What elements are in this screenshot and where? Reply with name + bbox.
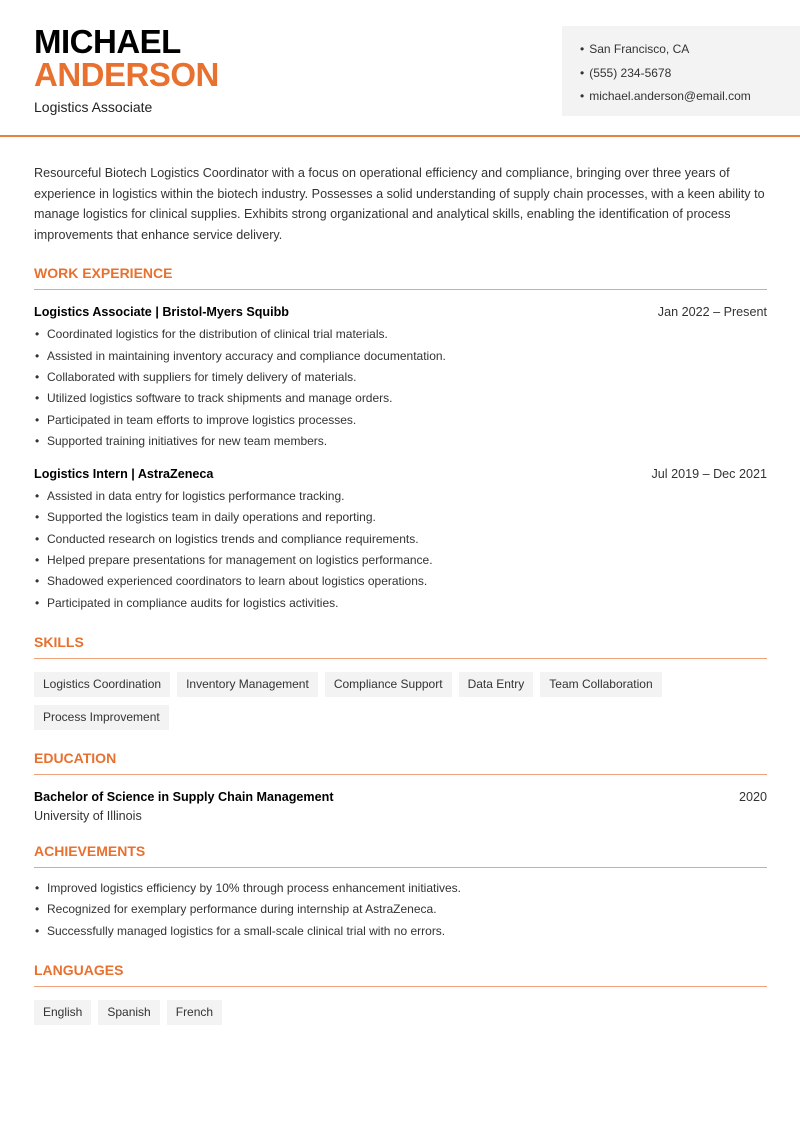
- job-bullet: • Assisted in data entry for logistics performance tracking.: [34, 486, 767, 507]
- job-bullet: • Collaborated with suppliers for timely delivery of materials.: [34, 367, 767, 388]
- job-heading: Logistics Associate | Bristol-Myers Squibb: [34, 305, 289, 320]
- section-heading-languages: LANGUAGES: [34, 962, 767, 987]
- job-bullet: • Shadowed experienced coordinators to learn about logistics operations.: [34, 571, 767, 592]
- job-dates: Jan 2022 – Present: [657, 305, 767, 320]
- job-bullets: [34, 486, 767, 614]
- job-bullet: • Coordinated logistics for the distribution of clinical trial materials.: [34, 324, 767, 345]
- language-tag: Spanish: [98, 1000, 159, 1025]
- school: University of Illinois: [34, 808, 142, 823]
- section-heading-education: EDUCATION: [34, 750, 767, 775]
- section-heading-achievements: ACHIEVEMENTS: [34, 843, 767, 868]
- job-entry: [34, 466, 767, 614]
- skill-tag: Team Collaboration: [540, 672, 661, 697]
- achievement-item: • Successfully managed logistics for a small-scale clinical trial with no errors.: [34, 921, 767, 942]
- skill-tag: Compliance Support: [325, 672, 452, 697]
- languages-list: [34, 1000, 767, 1025]
- job-heading: Logistics Intern | AstraZeneca: [34, 467, 214, 482]
- section-heading-work: WORK EXPERIENCE: [34, 265, 767, 290]
- skill-tag: Logistics Coordination: [34, 672, 170, 697]
- skill-tag: Inventory Management: [177, 672, 318, 697]
- language-tag: French: [167, 1000, 222, 1025]
- last-name: ANDERSON: [34, 56, 219, 93]
- resume-header: [0, 0, 800, 137]
- job-bullet: • Assisted in maintaining inventory accuracy and compliance documentation.: [34, 346, 767, 367]
- job-bullet: • Conducted research on logistics trends and compliance requirements.: [34, 529, 767, 550]
- contact-box: [562, 26, 800, 116]
- job-bullet: • Participated in compliance audits for logistics activities.: [34, 593, 767, 614]
- achievements-list: [34, 878, 767, 942]
- skill-tag: Data Entry: [459, 672, 534, 697]
- contact-location: • San Francisco, CA: [580, 38, 800, 62]
- education-entry: [34, 789, 767, 823]
- job-bullet: • Utilized logistics software to track shipments and manage orders.: [34, 388, 767, 409]
- degree: Bachelor of Science in Supply Chain Management: [34, 789, 334, 804]
- job-bullets: [34, 324, 767, 452]
- job-dates: Jul 2019 – Dec 2021: [651, 467, 767, 482]
- job-entry: [34, 304, 767, 452]
- achievement-item: • Recognized for exemplary performance during internship at AstraZeneca.: [34, 899, 767, 920]
- job-bullet: • Supported training initiatives for new team members.: [34, 431, 767, 452]
- job-bullet: • Supported the logistics team in daily operations and reporting.: [34, 507, 767, 528]
- job-title: Logistics Associate: [34, 99, 153, 115]
- contact-phone: • (555) 234-5678: [580, 62, 800, 86]
- graduation-year: 2020: [738, 789, 767, 804]
- section-heading-skills: SKILLS: [34, 634, 767, 659]
- job-bullet: • Helped prepare presentations for management on logistics performance.: [34, 550, 767, 571]
- contact-email: • michael.anderson@email.com: [580, 85, 800, 109]
- language-tag: English: [34, 1000, 91, 1025]
- skills-list: [34, 672, 767, 730]
- achievement-item: • Improved logistics efficiency by 10% through process enhancement initiatives.: [34, 878, 767, 899]
- first-name: MICHAEL: [34, 23, 181, 60]
- skill-tag: Process Improvement: [34, 705, 169, 730]
- job-bullet: • Participated in team efforts to improve logistics processes.: [34, 410, 767, 431]
- summary: Resourceful Biotech Logistics Coordinator with a focus on operational efficiency and compliance, bringing over three years of experience in logistics within the biotech industry. Possesses a solid understanding of supply chain processes, with a keen ability to manage logistics for clinical supplies. Exhibits strong organizational and analytical skills, enabling the identification of process improvements that enhance service delivery.: [34, 166, 765, 242]
